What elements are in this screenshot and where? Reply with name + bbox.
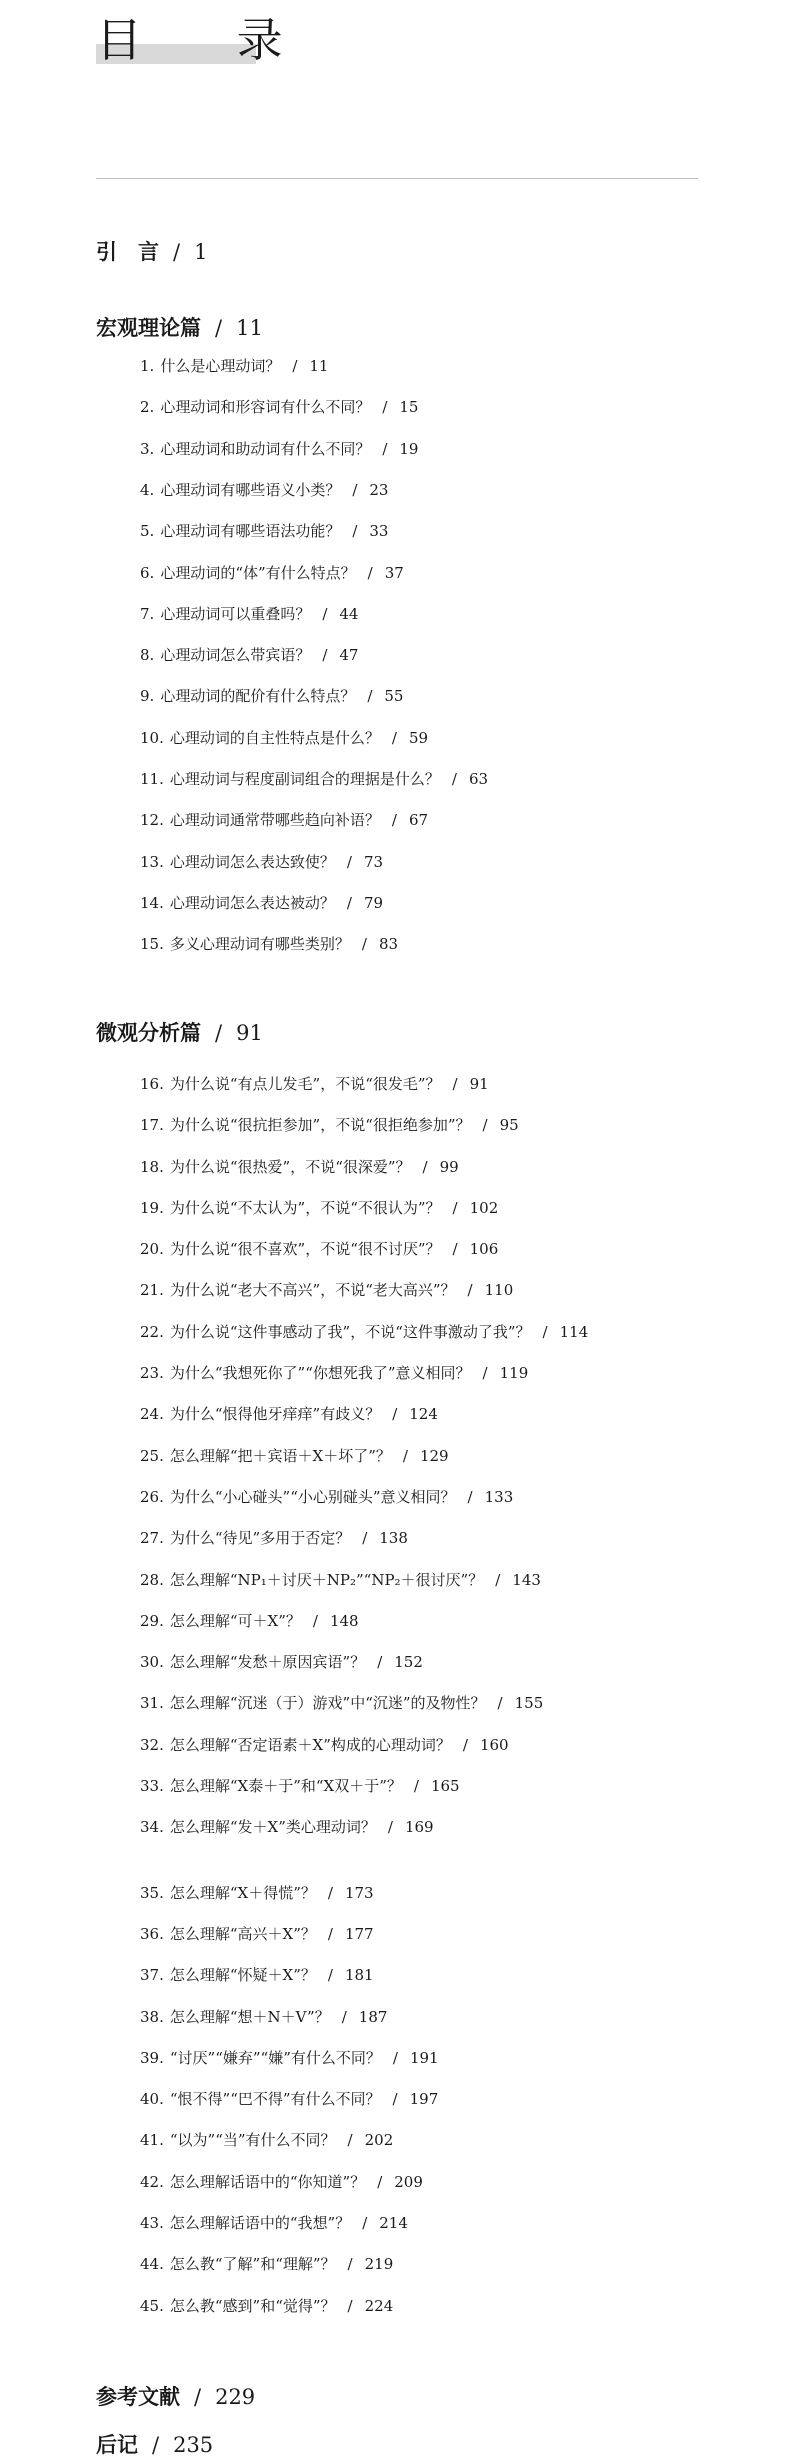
toc-entry[interactable] bbox=[140, 1818, 434, 1836]
section-page-number: 229 bbox=[215, 2385, 256, 2409]
entry-page-number: 152 bbox=[394, 1653, 423, 1671]
toc-entry[interactable] bbox=[140, 1405, 438, 1423]
toc-entry[interactable] bbox=[140, 2255, 393, 2273]
entry-page-number: 99 bbox=[439, 1158, 459, 1176]
page-title: 目 录 bbox=[96, 13, 323, 67]
separator: / bbox=[451, 770, 457, 788]
entry-title: 为什么说“这件事感动了我”，不说“这件事激动了我”？ bbox=[169, 1323, 531, 1341]
toc-entry[interactable] bbox=[140, 811, 428, 829]
separator: / bbox=[352, 481, 358, 499]
separator: / bbox=[542, 1323, 548, 1341]
entry-page-number: 202 bbox=[364, 2131, 394, 2149]
entry-title: 为什么说“有点儿发毛”，不说“很发毛”？ bbox=[169, 1075, 441, 1093]
entry-page-number: 59 bbox=[408, 729, 429, 747]
separator: / bbox=[292, 357, 298, 375]
entry-title: 为什么“恨得他牙痒痒”有歧义？ bbox=[169, 1405, 381, 1423]
entry-page-number: 224 bbox=[364, 2297, 394, 2315]
entry-title: 心理动词通常带哪些趋向补语？ bbox=[169, 811, 380, 829]
entry-title: 怎么理解“高兴＋X”？ bbox=[169, 1925, 316, 1943]
entry-page-number: 95 bbox=[499, 1116, 519, 1134]
entry-number: 40. bbox=[140, 2090, 164, 2108]
section-label: 参考文献 bbox=[96, 2384, 180, 2409]
entry-number: 38. bbox=[140, 2008, 164, 2026]
entry-page-number: 169 bbox=[404, 1818, 434, 1836]
entry-page-number: 119 bbox=[499, 1364, 529, 1382]
entry-page-number: 55 bbox=[384, 687, 404, 705]
entry-page-number: 79 bbox=[363, 894, 384, 912]
entry-page-number: 181 bbox=[344, 1966, 374, 1984]
entry-number: 30. bbox=[140, 1653, 164, 1671]
toc-section[interactable] bbox=[96, 2433, 213, 2457]
entry-number: 16. bbox=[140, 1075, 164, 1093]
toc-entry[interactable] bbox=[140, 853, 383, 871]
entry-title: 心理动词与程度副词组合的理据是什么？ bbox=[169, 770, 440, 788]
separator: / bbox=[391, 811, 397, 829]
entry-title: 为什么说“很热爱”，不说“很深爱”？ bbox=[169, 1158, 411, 1176]
entry-page-number: 133 bbox=[484, 1488, 514, 1506]
separator: / bbox=[347, 2255, 353, 2273]
entry-number: 28. bbox=[140, 1571, 164, 1589]
entry-number: 7. bbox=[140, 605, 155, 623]
separator: / bbox=[392, 2049, 398, 2067]
entry-page-number: 102 bbox=[469, 1199, 499, 1217]
entry-title: 怎么教“了解”和“理解”？ bbox=[169, 2255, 336, 2273]
entry-number: 39. bbox=[140, 2049, 164, 2067]
entry-number: 12. bbox=[140, 811, 164, 829]
separator: / bbox=[312, 1612, 318, 1630]
entry-page-number: 63 bbox=[468, 770, 489, 788]
entry-number: 10. bbox=[140, 729, 164, 747]
entry-number: 43. bbox=[140, 2214, 164, 2232]
entry-title: 心理动词的配价有什么特点？ bbox=[160, 687, 356, 705]
entry-number: 6. bbox=[140, 564, 155, 582]
toc-entry[interactable] bbox=[140, 357, 328, 375]
entry-title: 心理动词可以重叠吗？ bbox=[160, 605, 311, 623]
toc-section[interactable] bbox=[96, 1021, 263, 1045]
entry-page-number: 148 bbox=[329, 1612, 359, 1630]
toc-entry[interactable] bbox=[140, 1447, 449, 1465]
toc-entry[interactable] bbox=[140, 2173, 423, 2191]
toc-entry[interactable] bbox=[140, 687, 403, 705]
separator: / bbox=[152, 2433, 160, 2457]
entry-number: 29. bbox=[140, 1612, 164, 1630]
entry-page-number: 177 bbox=[344, 1925, 374, 1943]
toc-entry[interactable] bbox=[140, 2049, 439, 2067]
toc-entry[interactable] bbox=[140, 1966, 374, 1984]
entry-number: 45. bbox=[140, 2297, 164, 2315]
entry-page-number: 11 bbox=[309, 357, 329, 375]
entry-number: 1. bbox=[140, 357, 155, 375]
entry-title: “以为”“当”有什么不同？ bbox=[169, 2131, 336, 2149]
entry-page-number: 124 bbox=[409, 1405, 438, 1423]
separator: / bbox=[362, 1529, 368, 1547]
toc-entry[interactable] bbox=[140, 440, 418, 458]
toc-entry[interactable] bbox=[140, 1884, 374, 1902]
entry-page-number: 67 bbox=[408, 811, 429, 829]
entry-title: 怎么理解话语中的“你知道”？ bbox=[169, 2173, 366, 2191]
entry-number: 17. bbox=[140, 1116, 164, 1134]
toc-entry[interactable] bbox=[140, 1529, 408, 1547]
entry-title: “恨不得”“巴不得”有什么不同？ bbox=[169, 2090, 381, 2108]
entry-page-number: 23 bbox=[369, 481, 389, 499]
entry-page-number: 173 bbox=[344, 1884, 374, 1902]
separator: / bbox=[452, 1199, 458, 1217]
toc-entry[interactable] bbox=[140, 1281, 513, 1299]
entry-number: 20. bbox=[140, 1240, 164, 1258]
entry-title: 多义心理动词有哪些类别？ bbox=[169, 935, 350, 953]
separator: / bbox=[422, 1158, 428, 1176]
entry-title: 为什么“待见”多用于否定？ bbox=[169, 1529, 351, 1547]
separator: / bbox=[413, 1777, 419, 1795]
entry-title: 怎么理解“把＋宾语＋X＋坏了”？ bbox=[169, 1447, 391, 1465]
entry-page-number: 110 bbox=[484, 1281, 514, 1299]
entry-page-number: 155 bbox=[514, 1694, 544, 1712]
toc-entry[interactable] bbox=[140, 564, 404, 582]
toc-entry[interactable] bbox=[140, 481, 388, 499]
entry-number: 34. bbox=[140, 1818, 164, 1836]
toc-entry[interactable] bbox=[140, 1571, 541, 1589]
toc-entry[interactable] bbox=[140, 1075, 489, 1093]
entry-title: 心理动词怎么表达致使？ bbox=[169, 853, 335, 871]
entry-number: 19. bbox=[140, 1199, 164, 1217]
entry-number: 21. bbox=[140, 1281, 164, 1299]
entry-number: 2. bbox=[140, 398, 155, 416]
section-page-number: 91 bbox=[236, 1021, 263, 1045]
entry-title: 为什么说“很不喜欢”，不说“很不讨厌”？ bbox=[169, 1240, 441, 1258]
section-label: 后记 bbox=[96, 2432, 138, 2457]
entry-number: 44. bbox=[140, 2255, 164, 2273]
separator: / bbox=[377, 2173, 383, 2191]
toc-entry[interactable] bbox=[140, 398, 418, 416]
entry-page-number: 187 bbox=[358, 2008, 388, 2026]
separator: / bbox=[367, 687, 373, 705]
entry-number: 5. bbox=[140, 522, 155, 540]
toc-entry[interactable] bbox=[140, 729, 428, 747]
entry-page-number: 197 bbox=[409, 2090, 439, 2108]
entry-number: 8. bbox=[140, 646, 155, 664]
toc-entry[interactable] bbox=[140, 935, 398, 953]
entry-page-number: 191 bbox=[409, 2049, 439, 2067]
entry-title: 为什么“我想死你了”“你想死我了”意义相同？ bbox=[169, 1364, 471, 1382]
entry-page-number: 15 bbox=[399, 398, 419, 416]
entry-title: 心理动词怎么带宾语？ bbox=[160, 646, 311, 664]
entry-page-number: 214 bbox=[379, 2214, 408, 2232]
entry-title: 心理动词有哪些语义小类？ bbox=[160, 481, 341, 499]
entry-title: 为什么说“很抗拒参加”，不说“很拒绝参加”？ bbox=[169, 1116, 471, 1134]
toc-entry[interactable] bbox=[140, 1777, 460, 1795]
entry-number: 33. bbox=[140, 1777, 164, 1795]
separator: / bbox=[215, 1021, 223, 1045]
entry-number: 42. bbox=[140, 2173, 164, 2191]
entry-title: 心理动词怎么表达被动？ bbox=[169, 894, 335, 912]
section-label: 微观分析篇 bbox=[96, 1020, 201, 1045]
toc-section[interactable] bbox=[96, 2385, 255, 2409]
entry-title: 心理动词有哪些语法功能？ bbox=[160, 522, 341, 540]
toc-entry[interactable] bbox=[140, 605, 358, 623]
separator: / bbox=[392, 1405, 398, 1423]
entry-title: 心理动词的自主性特点是什么？ bbox=[169, 729, 380, 747]
entry-number: 37. bbox=[140, 1966, 164, 1984]
separator: / bbox=[467, 1281, 473, 1299]
entry-page-number: 219 bbox=[364, 2255, 394, 2273]
separator: / bbox=[482, 1364, 488, 1382]
separator: / bbox=[347, 2297, 353, 2315]
separator: / bbox=[173, 240, 181, 264]
toc-section[interactable] bbox=[96, 316, 263, 340]
toc-entry[interactable] bbox=[140, 1612, 359, 1630]
toc-title-block bbox=[96, 10, 323, 70]
separator: / bbox=[467, 1488, 473, 1506]
section-label: 引 言 bbox=[96, 239, 159, 264]
entry-title: 怎么理解“NP₁＋讨厌＋NP₂”“NP₂＋很讨厌”？ bbox=[169, 1571, 484, 1589]
toc-entry[interactable] bbox=[140, 2008, 387, 2026]
entry-title: 怎么理解“沉迷（于）游戏”中“沉迷”的及物性？ bbox=[169, 1694, 486, 1712]
separator: / bbox=[352, 522, 358, 540]
entry-page-number: 47 bbox=[339, 646, 359, 664]
toc-entry[interactable] bbox=[140, 1694, 543, 1712]
section-page-number: 1 bbox=[194, 240, 208, 264]
separator: / bbox=[452, 1240, 458, 1258]
separator: / bbox=[327, 1925, 333, 1943]
entry-number: 27. bbox=[140, 1529, 164, 1547]
separator: / bbox=[341, 2008, 347, 2026]
entry-title: 怎么理解“否定语素＋X”构成的心理动词？ bbox=[169, 1736, 451, 1754]
toc-entry[interactable] bbox=[140, 522, 388, 540]
entry-title: 怎么理解“发＋X”类心理动词？ bbox=[169, 1818, 376, 1836]
entry-number: 4. bbox=[140, 481, 155, 499]
entry-page-number: 19 bbox=[399, 440, 419, 458]
separator: / bbox=[327, 1966, 333, 1984]
entry-number: 31. bbox=[140, 1694, 164, 1712]
separator: / bbox=[327, 1884, 333, 1902]
entry-number: 18. bbox=[140, 1158, 164, 1176]
entry-page-number: 114 bbox=[559, 1323, 589, 1341]
separator: / bbox=[346, 853, 352, 871]
entry-number: 14. bbox=[140, 894, 164, 912]
toc-entry[interactable] bbox=[140, 646, 358, 664]
separator: / bbox=[402, 1447, 408, 1465]
section-page-number: 235 bbox=[173, 2433, 214, 2457]
separator: / bbox=[346, 894, 352, 912]
separator: / bbox=[362, 2214, 368, 2232]
entry-page-number: 91 bbox=[469, 1075, 489, 1093]
entry-title: 为什么说“老大不高兴”，不说“老大高兴”？ bbox=[169, 1281, 456, 1299]
toc-entry[interactable] bbox=[140, 1925, 374, 1943]
entry-number: 32. bbox=[140, 1736, 164, 1754]
separator: / bbox=[387, 1818, 393, 1836]
entry-number: 41. bbox=[140, 2131, 164, 2149]
separator: / bbox=[367, 564, 373, 582]
toc-section[interactable] bbox=[96, 240, 207, 264]
entry-number: 25. bbox=[140, 1447, 164, 1465]
separator: / bbox=[194, 2385, 202, 2409]
separator: / bbox=[377, 1653, 383, 1671]
entry-page-number: 160 bbox=[479, 1736, 509, 1754]
entry-page-number: 44 bbox=[339, 605, 359, 623]
separator: / bbox=[382, 398, 388, 416]
entry-number: 23. bbox=[140, 1364, 164, 1382]
entry-title: 怎么理解话语中的“我想”？ bbox=[169, 2214, 351, 2232]
entry-title: 怎么理解“可＋X”？ bbox=[169, 1612, 301, 1630]
entry-number: 15. bbox=[140, 935, 164, 953]
entry-title: 怎么理解“想＋N＋V”？ bbox=[169, 2008, 330, 2026]
entry-title: 为什么“小心碰头”“小心别碰头”意义相同？ bbox=[169, 1488, 456, 1506]
separator: / bbox=[462, 1736, 468, 1754]
entry-number: 35. bbox=[140, 1884, 164, 1902]
title-divider bbox=[96, 178, 698, 179]
separator: / bbox=[482, 1116, 488, 1134]
toc-entry[interactable] bbox=[140, 1323, 588, 1341]
entry-page-number: 37 bbox=[384, 564, 404, 582]
separator: / bbox=[382, 440, 388, 458]
toc-entry[interactable] bbox=[140, 1116, 519, 1134]
entry-page-number: 73 bbox=[363, 853, 384, 871]
toc-entry[interactable] bbox=[140, 1158, 459, 1176]
entry-number: 3. bbox=[140, 440, 155, 458]
toc-entry[interactable] bbox=[140, 1364, 528, 1382]
entry-number: 26. bbox=[140, 1488, 164, 1506]
toc-entry[interactable] bbox=[140, 1653, 423, 1671]
entry-number: 11. bbox=[140, 770, 164, 788]
toc-entry[interactable] bbox=[140, 2090, 438, 2108]
toc-entry[interactable] bbox=[140, 2131, 393, 2149]
entry-page-number: 138 bbox=[379, 1529, 408, 1547]
section-page-number: 11 bbox=[236, 316, 263, 340]
entry-title: “讨厌”“嫌弃”“嫌”有什么不同？ bbox=[169, 2049, 381, 2067]
toc-entry[interactable] bbox=[140, 1736, 509, 1754]
toc-entry[interactable] bbox=[140, 2214, 408, 2232]
entry-title: 心理动词和助动词有什么不同？ bbox=[160, 440, 371, 458]
separator: / bbox=[215, 316, 223, 340]
entry-page-number: 165 bbox=[430, 1777, 460, 1795]
entry-page-number: 129 bbox=[419, 1447, 449, 1465]
entry-title: 心理动词的“体”有什么特点？ bbox=[160, 564, 356, 582]
entry-number: 22. bbox=[140, 1323, 164, 1341]
entry-page-number: 33 bbox=[369, 522, 389, 540]
entry-title: 什么是心理动词？ bbox=[160, 357, 281, 375]
entry-title: 怎么理解“发愁＋原因宾语”？ bbox=[169, 1653, 366, 1671]
separator: / bbox=[497, 1694, 503, 1712]
toc-entry[interactable] bbox=[140, 770, 488, 788]
entry-page-number: 106 bbox=[469, 1240, 499, 1258]
entry-page-number: 143 bbox=[512, 1571, 541, 1589]
section-label: 宏观理论篇 bbox=[96, 315, 201, 340]
separator: / bbox=[452, 1075, 458, 1093]
separator: / bbox=[322, 605, 328, 623]
entry-title: 心理动词和形容词有什么不同？ bbox=[160, 398, 371, 416]
entry-title: 怎么教“感到”和“觉得”？ bbox=[169, 2297, 336, 2315]
entry-title: 怎么理解“怀疑＋X”？ bbox=[169, 1966, 316, 1984]
entry-page-number: 83 bbox=[378, 935, 399, 953]
separator: / bbox=[361, 935, 367, 953]
separator: / bbox=[322, 646, 328, 664]
separator: / bbox=[495, 1571, 501, 1589]
toc-entry[interactable] bbox=[140, 1240, 498, 1258]
separator: / bbox=[391, 729, 397, 747]
toc-entry[interactable] bbox=[140, 894, 383, 912]
entry-title: 怎么理解“X泰＋于”和“X双＋于”？ bbox=[169, 1777, 402, 1795]
toc-entry[interactable] bbox=[140, 1199, 498, 1217]
separator: / bbox=[347, 2131, 353, 2149]
separator: / bbox=[392, 2090, 398, 2108]
entry-number: 9. bbox=[140, 687, 155, 705]
entry-title: 为什么说“不太认为”，不说“不很认为”？ bbox=[169, 1199, 441, 1217]
entry-page-number: 209 bbox=[394, 2173, 423, 2191]
toc-entry[interactable] bbox=[140, 1488, 513, 1506]
entry-title: 怎么理解“X＋得慌”？ bbox=[169, 1884, 316, 1902]
toc-entry[interactable] bbox=[140, 2297, 393, 2315]
entry-number: 24. bbox=[140, 1405, 164, 1423]
entry-number: 36. bbox=[140, 1925, 164, 1943]
entry-number: 13. bbox=[140, 853, 164, 871]
